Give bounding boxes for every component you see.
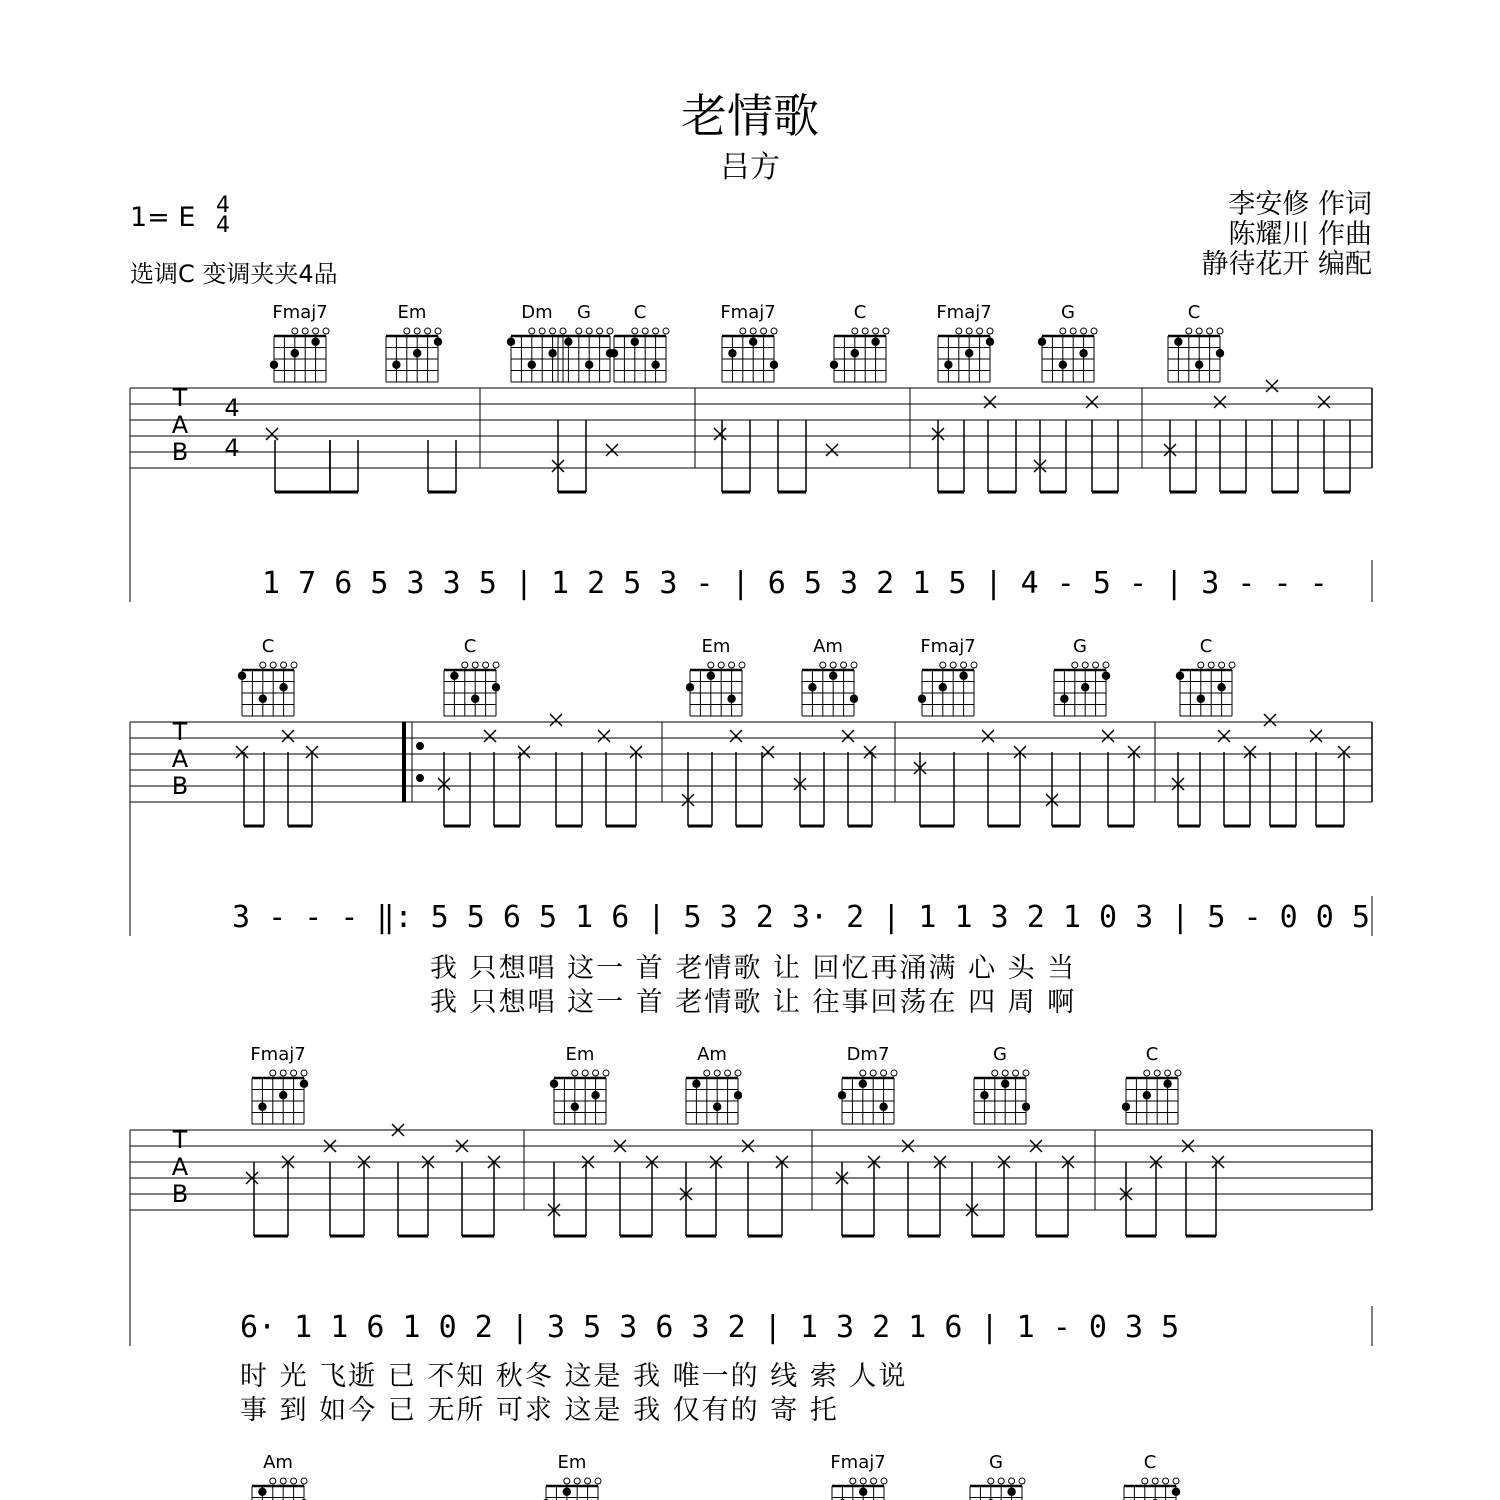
chord-name: C (463, 636, 477, 657)
open-string-marker (260, 662, 266, 668)
open-string-marker (992, 1070, 998, 1076)
chord-dot (259, 695, 267, 703)
open-string-marker (572, 1070, 578, 1076)
chord-dot (610, 349, 618, 357)
time-signature-bottom: 4 (216, 213, 230, 238)
open-string-marker (771, 328, 777, 334)
tab-letter-t: T (172, 384, 188, 412)
fret-x-mark (984, 396, 996, 408)
chord-dot (1172, 1488, 1180, 1496)
chord-dot (859, 1080, 867, 1088)
open-string-marker (462, 662, 468, 668)
open-string-marker (280, 1070, 286, 1076)
arranger: 静待花开 编配 (1201, 249, 1372, 280)
chord-dot (686, 683, 694, 691)
open-string-marker (956, 328, 962, 334)
open-string-marker (862, 328, 868, 334)
chord-dot (980, 1091, 988, 1099)
open-string-marker (1186, 328, 1192, 334)
open-string-marker (1081, 328, 1087, 334)
tab-letter-a: A (171, 745, 189, 773)
chord-dot (1022, 1103, 1030, 1111)
open-string-marker (539, 328, 545, 334)
open-string-marker (718, 662, 724, 668)
fret-x-mark (266, 428, 278, 440)
fret-x-mark (1266, 380, 1278, 392)
open-string-marker (1060, 328, 1066, 334)
open-string-marker (301, 1478, 307, 1484)
open-string-marker (586, 328, 592, 334)
fret-x-mark (842, 730, 854, 742)
tab-letter-a: A (171, 1153, 189, 1181)
fret-x-mark (762, 746, 774, 758)
open-string-marker (313, 328, 319, 334)
open-string-marker (761, 328, 767, 334)
open-string-marker (653, 328, 659, 334)
open-string-marker (1091, 328, 1097, 334)
open-string-marker (1219, 662, 1225, 668)
chord-name: C (1187, 302, 1201, 323)
song-title: 老情歌 (681, 89, 819, 143)
chord-dot (1176, 672, 1184, 680)
open-string-marker (302, 328, 308, 334)
open-string-marker (560, 328, 566, 334)
tab-time-top: 4 (224, 394, 240, 422)
fret-x-mark (606, 444, 618, 456)
open-string-marker (1163, 1478, 1169, 1484)
open-string-marker (860, 1478, 866, 1484)
chord-dot (563, 1488, 571, 1496)
open-string-marker (740, 328, 746, 334)
chord-dot (585, 361, 593, 369)
chord-name: C (1145, 1044, 1159, 1065)
chord-dot (279, 1091, 287, 1099)
open-string-marker (597, 328, 603, 334)
fret-x-mark (598, 730, 610, 742)
open-string-marker (950, 662, 956, 668)
chord-dot (258, 1488, 266, 1496)
open-string-marker (704, 1070, 710, 1076)
open-string-marker (576, 328, 582, 334)
chord-dot (571, 1103, 579, 1111)
open-string-marker (1023, 1070, 1029, 1076)
open-string-marker (291, 662, 297, 668)
chord-name: Dm7 (846, 1044, 890, 1065)
fret-x-mark (714, 428, 726, 440)
open-string-marker (988, 1478, 994, 1484)
repeat-dot (416, 742, 424, 750)
chord-name: G (1073, 636, 1087, 657)
chord-dot (850, 695, 858, 703)
capo-note: 选调C 变调夹夹4品 (130, 260, 338, 288)
fret-x-mark (1264, 714, 1276, 726)
repeat-dot (416, 774, 424, 782)
chord-dot (1217, 683, 1225, 691)
notation-line-3: 6· 1 1 6 1 0 2 | 3 5 3 6 3 2 | 1 3 2 1 6 | 1 - 0 3 5 (240, 1310, 1180, 1345)
notation-line-2: 3 - - - ‖: 5 5 6 5 1 6 | 5 3 2 3· 2 | 1 1 3 2 1 0 3 | 5 - 0 0 5 (232, 900, 1370, 935)
open-string-marker (1196, 328, 1202, 334)
chord-dot (1038, 338, 1046, 346)
open-string-marker (850, 1478, 856, 1484)
open-string-marker (1152, 1478, 1158, 1484)
open-string-marker (1009, 1478, 1015, 1484)
chord-dot (279, 683, 287, 691)
open-string-marker (642, 328, 648, 334)
open-string-marker (830, 662, 836, 668)
chord-dot (959, 672, 967, 680)
tab-letter-t: T (172, 718, 188, 746)
chord-name: Dm (521, 302, 553, 323)
fret-x-mark (1086, 396, 1098, 408)
open-string-marker (735, 1070, 741, 1076)
chord-name: C (1199, 636, 1213, 657)
chord-dot (471, 695, 479, 703)
chord-name: Fmaj7 (272, 302, 328, 323)
open-string-marker (425, 328, 431, 334)
open-string-marker (725, 1070, 731, 1076)
fret-x-mark (826, 444, 838, 456)
chord-dot (1122, 1103, 1130, 1111)
chord-dot (1143, 1091, 1151, 1099)
chord-name: G (993, 1044, 1007, 1065)
open-string-marker (593, 1070, 599, 1076)
chord-dot (528, 361, 536, 369)
open-string-marker (493, 662, 499, 668)
open-string-marker (574, 1478, 580, 1484)
chord-dot (651, 361, 659, 369)
open-string-marker (1207, 328, 1213, 334)
notation-line-1: 1 7 6 5 3 3 5 | 1 2 5 3 - | 6 5 3 2 1 5 | 4 - 5 - | 3 - - - (262, 566, 1328, 601)
fret-x-mark (730, 730, 742, 742)
open-string-marker (550, 328, 556, 334)
open-string-marker (595, 1478, 601, 1484)
fret-x-mark (982, 730, 994, 742)
fret-x-mark (1214, 396, 1226, 408)
open-string-marker (472, 662, 478, 668)
open-string-marker (820, 662, 826, 668)
open-string-marker (270, 662, 276, 668)
open-string-marker (281, 662, 287, 668)
open-string-marker (291, 1478, 297, 1484)
chord-dot (770, 361, 778, 369)
chord-dot (728, 349, 736, 357)
open-string-marker (1154, 1070, 1160, 1076)
open-string-marker (1198, 662, 1204, 668)
chord-dot (830, 361, 838, 369)
open-string-marker (529, 328, 535, 334)
open-string-marker (435, 328, 441, 334)
composer: 陈耀川 作曲 (1228, 219, 1372, 250)
open-string-marker (1002, 1070, 1008, 1076)
fret-x-mark (282, 730, 294, 742)
chord-name: Em (397, 302, 427, 323)
tab-letter-a: A (171, 411, 189, 439)
open-string-marker (292, 328, 298, 334)
key-signature: 1= E (130, 202, 196, 233)
open-string-marker (1070, 328, 1076, 334)
chord-name: Em (701, 636, 731, 657)
open-string-marker (873, 328, 879, 334)
open-string-marker (585, 1478, 591, 1484)
chord-dot (1197, 695, 1205, 703)
chord-dot (851, 349, 859, 357)
chord-dot (707, 672, 715, 680)
open-string-marker (291, 1070, 297, 1076)
lyrics-2-verse1: 我 只想唱 这一 首 老情歌 让 回忆再涌满 心 头 当 (430, 953, 1077, 984)
open-string-marker (1175, 1070, 1181, 1076)
chord-dot (450, 672, 458, 680)
open-string-marker (603, 1070, 609, 1076)
chord-dot (944, 361, 952, 369)
chord-dot (713, 1103, 721, 1111)
chord-dot (1163, 1080, 1171, 1088)
open-string-marker (270, 1070, 276, 1076)
chord-dot (692, 1080, 700, 1088)
open-string-marker (1173, 1478, 1179, 1484)
chord-dot (1079, 349, 1087, 357)
open-string-marker (987, 328, 993, 334)
chord-name: C (633, 302, 647, 323)
chord-dot (1174, 338, 1182, 346)
open-string-marker (871, 1478, 877, 1484)
time-signature-top: 4 (216, 193, 230, 218)
open-string-marker (582, 1070, 588, 1076)
open-string-marker (739, 662, 745, 668)
tab-letter-b: B (171, 1180, 189, 1208)
chord-dot (1059, 361, 1067, 369)
chord-dot (829, 672, 837, 680)
open-string-marker (280, 1478, 286, 1484)
chord-dot (986, 338, 994, 346)
tab-letter-b: B (171, 438, 189, 466)
chord-name: Am (263, 1452, 293, 1473)
tab-letter-t: T (172, 1126, 188, 1154)
open-string-marker (404, 328, 410, 334)
open-string-marker (750, 328, 756, 334)
chord-name: Fmaj7 (936, 302, 992, 323)
chord-dot (749, 338, 757, 346)
open-string-marker (301, 1070, 307, 1076)
open-string-marker (270, 1478, 276, 1484)
fret-x-mark (1310, 730, 1322, 742)
fret-x-mark (1102, 730, 1114, 742)
chord-dot (879, 1103, 887, 1111)
chord-dot (1060, 695, 1068, 703)
chord-name: C (1143, 1452, 1157, 1473)
chord-dot (939, 683, 947, 691)
chord-name: G (1061, 302, 1075, 323)
open-string-marker (564, 1478, 570, 1484)
open-string-marker (852, 328, 858, 334)
open-string-marker (708, 662, 714, 668)
song-artist: 吕方 (720, 150, 780, 185)
open-string-marker (883, 328, 889, 334)
chord-name: C (853, 302, 867, 323)
chord-dot (311, 338, 319, 346)
open-string-marker (632, 328, 638, 334)
chord-name: Fmaj7 (830, 1452, 886, 1473)
open-string-marker (1103, 662, 1109, 668)
chord-dot (392, 361, 400, 369)
chord-dot (591, 1091, 599, 1099)
open-string-marker (1229, 662, 1235, 668)
open-string-marker (870, 1070, 876, 1076)
chord-dot (1007, 1488, 1015, 1496)
chord-dot (965, 349, 973, 357)
open-string-marker (851, 662, 857, 668)
chord-dot (492, 683, 500, 691)
chord-dot (918, 695, 926, 703)
open-string-marker (891, 1070, 897, 1076)
open-string-marker (881, 1478, 887, 1484)
lyrics-2-verse2: 我 只想唱 这一 首 老情歌 让 往事回荡在 四 周 啊 (430, 987, 1077, 1018)
open-string-marker (1142, 1478, 1148, 1484)
chord-dot (727, 695, 735, 703)
open-string-marker (1217, 328, 1223, 334)
chord-dot (1081, 683, 1089, 691)
chord-dot (507, 338, 515, 346)
open-string-marker (971, 662, 977, 668)
tab-letter-b: B (171, 772, 189, 800)
open-string-marker (998, 1478, 1004, 1484)
chord-name: Am (813, 636, 843, 657)
chord-dot (238, 672, 246, 680)
open-string-marker (1013, 1070, 1019, 1076)
chord-name: C (261, 636, 275, 657)
fret-x-mark (1218, 730, 1230, 742)
chord-dot (270, 361, 278, 369)
tab-time-bottom: 4 (224, 434, 240, 462)
open-string-marker (714, 1070, 720, 1076)
chord-name: Fmaj7 (250, 1044, 306, 1065)
chord-dot (413, 349, 421, 357)
chord-dot (548, 349, 556, 357)
chord-dot (258, 1103, 266, 1111)
open-string-marker (607, 328, 613, 334)
open-string-marker (881, 1070, 887, 1076)
lyrics-3-verse2: 事 到 如今 已 无所 可求 这是 我 仅有的 寄 托 (240, 1395, 839, 1426)
open-string-marker (1019, 1478, 1025, 1484)
open-string-marker (977, 328, 983, 334)
lyricist: 李安修 作词 (1228, 189, 1372, 220)
open-string-marker (966, 328, 972, 334)
chord-dot (564, 338, 572, 346)
open-string-marker (1072, 662, 1078, 668)
fret-x-mark (1318, 396, 1330, 408)
chord-dot (434, 338, 442, 346)
chord-dot (838, 1091, 846, 1099)
open-string-marker (729, 662, 735, 668)
chord-dot (291, 349, 299, 357)
open-string-marker (663, 328, 669, 334)
open-string-marker (961, 662, 967, 668)
chord-dot (1216, 349, 1224, 357)
chord-name: Am (697, 1044, 727, 1065)
fret-x-mark (864, 746, 876, 758)
chord-name: Fmaj7 (720, 302, 776, 323)
chord-name: G (577, 302, 591, 323)
chord-dot (734, 1091, 742, 1099)
open-string-marker (1208, 662, 1214, 668)
lyrics-3-verse1: 时 光 飞逝 已 不知 秋冬 这是 我 唯一的 线 索 人说 (240, 1361, 908, 1392)
chord-dot (1001, 1080, 1009, 1088)
fret-x-mark (484, 730, 496, 742)
open-string-marker (940, 662, 946, 668)
fret-x-mark (236, 746, 248, 758)
open-string-marker (483, 662, 489, 668)
open-string-marker (841, 662, 847, 668)
chord-dot (1195, 361, 1203, 369)
open-string-marker (1082, 662, 1088, 668)
chord-dot (871, 338, 879, 346)
open-string-marker (414, 328, 420, 334)
fret-x-mark (550, 714, 562, 726)
open-string-marker (860, 1070, 866, 1076)
open-string-marker (1144, 1070, 1150, 1076)
chord-dot (300, 1080, 308, 1088)
chord-dot (550, 1080, 558, 1088)
open-string-marker (1093, 662, 1099, 668)
chord-dot (808, 683, 816, 691)
chord-dot (1102, 672, 1110, 680)
open-string-marker (323, 328, 329, 334)
chord-dot (631, 338, 639, 346)
open-string-marker (1165, 1070, 1171, 1076)
chord-dot (859, 1488, 867, 1496)
chord-name: Em (565, 1044, 595, 1065)
chord-name: G (989, 1452, 1003, 1473)
chord-name: Fmaj7 (920, 636, 976, 657)
chord-name: Em (557, 1452, 587, 1473)
